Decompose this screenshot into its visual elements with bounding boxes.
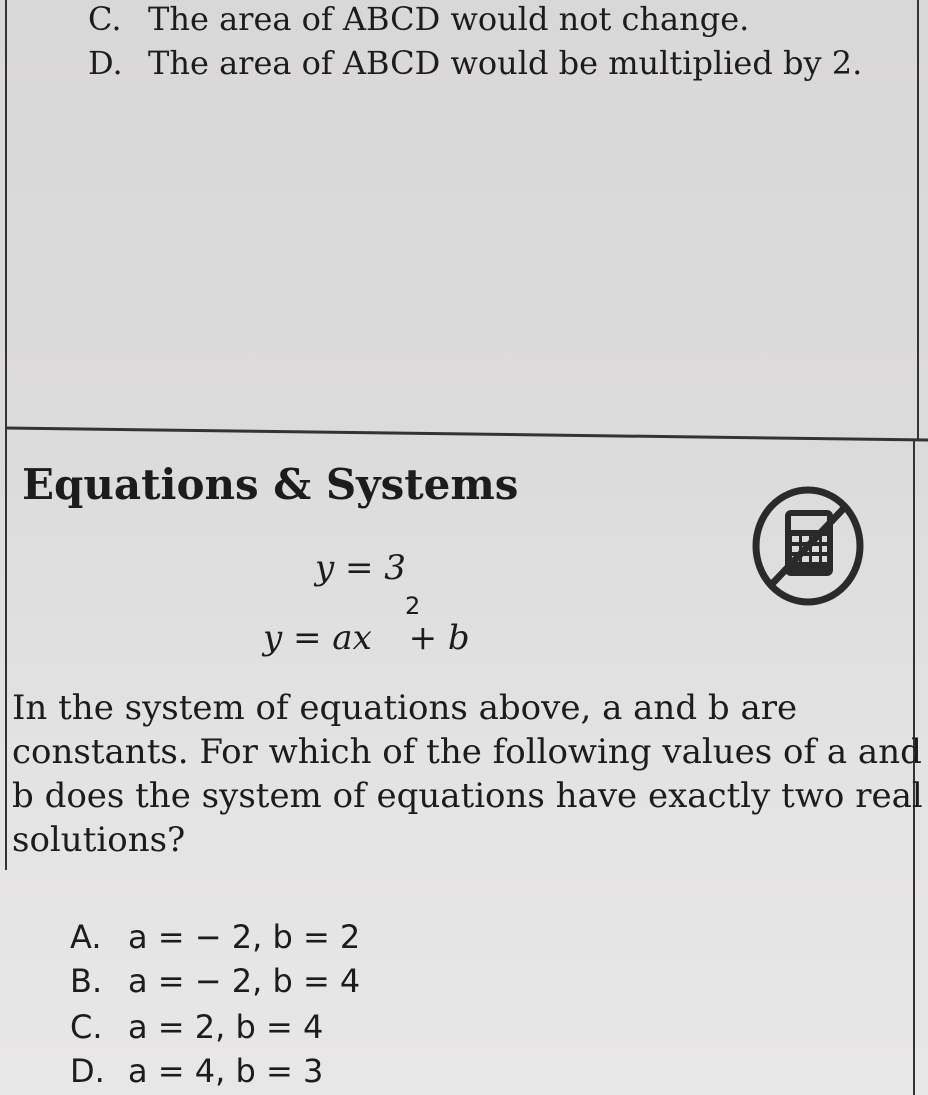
answer-choice-b[interactable]	[70, 962, 360, 1000]
question-line: b does the system of equations have exactly two real	[12, 776, 923, 816]
previous-choice-c	[88, 0, 749, 38]
choice-letter: A.	[70, 918, 102, 956]
choice-text: The area of ABCD would be multiplied by 2.	[148, 44, 863, 82]
section-title: Equations & Systems	[22, 460, 519, 509]
equation-2-main: y = ax	[263, 618, 372, 658]
choice-letter: C.	[70, 1008, 103, 1046]
previous-choice-d	[88, 44, 862, 82]
question-line: solutions?	[12, 820, 186, 860]
answer-choice-a[interactable]	[70, 918, 360, 956]
equation-2	[263, 618, 470, 658]
choice-letter: B.	[70, 962, 103, 1000]
choice-letter: C.	[88, 0, 122, 38]
answer-choice-d[interactable]	[70, 1052, 323, 1090]
question-text	[12, 686, 923, 862]
choice-letter: D.	[88, 44, 123, 82]
equation-1: y = 3	[315, 548, 406, 588]
choice-text: a = 4, b = 3	[128, 1052, 324, 1090]
no-calculator-icon	[752, 484, 864, 608]
choice-text: a = − 2, b = 4	[128, 962, 361, 1000]
choice-text: a = 2, b = 4	[128, 1008, 324, 1046]
question-line: constants. For which of the following values of a and	[12, 732, 922, 772]
equation-2-exponent: 2	[405, 592, 421, 620]
question-line: In the system of equations above, a and b are	[12, 688, 798, 728]
choice-text: a = − 2, b = 2	[128, 918, 361, 956]
choice-letter: D.	[70, 1052, 105, 1090]
equation-2-tail: + b	[397, 618, 470, 658]
choice-text: The area of ABCD would not change.	[148, 0, 750, 38]
answer-choice-c[interactable]	[70, 1008, 323, 1046]
